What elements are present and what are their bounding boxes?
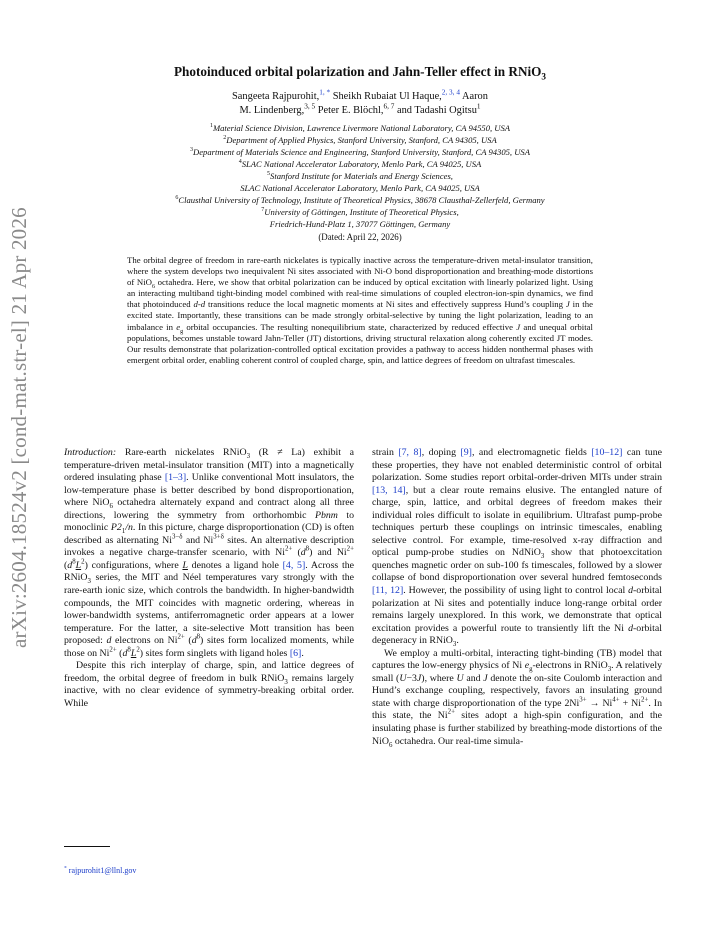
- citation-link[interactable]: [6]: [289, 647, 302, 659]
- body-paragraph: strain [7, 8], doping [9], and electromagnetic fields [10–12] can tune these properties, they have not enabled deterministic control of orbital polarization. Some studies report orbital-order-driven MITs under strain [13, 14], but a clear route remains elusive. The entangled nature of charge, spin, lattice, and orbital degrees of freedom makes their individual roles difficult to isolate in equilibrium. Ultrafast pump-probe techniques perturb these couplings on intrinsic timescales, enabling selective control. For example, time-resolved x-ray diffraction and optical pump-probe studies on NdNiO$_3$ show that photoexcitation quenches magnetic order on sub-100 fs timescales, followed by a slower collapse of bond disproportionation over several hundred femtoseconds [11, 12]. However, the possibility of using light to control local d-orbital polarization at Ni sites and potentially induce long-range orbital order remains largely unexplored. In this work, we demonstrate that optical excitation provides a powerful route to transiently lift the Ni d-orbital degeneracy in RNiO$_3$.: [372, 447, 662, 649]
- arxiv-identifier-stamp: arXiv:2604.18524v2 [cond-mat.str-el] 21 Apr 2026: [7, 207, 31, 648]
- author-name: Peter E. Blöchl,: [315, 105, 384, 116]
- affiliation-number: 5: [267, 171, 271, 178]
- affiliation-text: Material Science Division, Lawrence Livermore National Laboratory, CA 94550, USA: [212, 123, 511, 133]
- affiliation-number: 1: [209, 123, 213, 130]
- affiliation-2: [40, 135, 680, 145]
- title-subscript: 3: [541, 71, 547, 82]
- right-column: [372, 447, 662, 748]
- affiliation-number: 3: [190, 147, 194, 154]
- author-name: Sangeeta Rajpurohit,: [232, 91, 320, 102]
- affiliation-6: [40, 195, 680, 205]
- affiliation-text: Department of Materials Science and Engineering, Stanford University, Stanford, CA 94305, USA: [193, 147, 530, 157]
- author-name: and Tadashi Ogitsu: [394, 105, 477, 116]
- abstract: The orbital degree of freedom in rare-earth nickelates is typically inactive across the temperature-driven metal-insulator transition, where the system develops two inequivalent Ni sites associated with Ni-O bond disproportionation and breathing-mode distortions of NiO$_6$ octahedra. Here, we show that orbital polarization can be induced by optical excitation with linearly polarized light. Using an interacting multiband tight-binding model combined with real-time simulations of coupled electron-ion-spin dynamics, we find that photoinduced d-d transitions reduce the local magnetic moments at Ni sites and effectively suppress Hund’s coupling J in the excited state. Importantly, these transitions can be made strongly orbital-selective by tuning the light polarization, leading to an imbalance in $e_g$ orbital occupancies. The resulting nonequilibrium state, characterized by reduced effective J and unequal orbital populations, becomes unstable toward Jahn-Teller (JT) distortions, driving structural relaxation along coherently excited JT modes. Our results demonstrate that polarization-controlled optical excitation provides a pathway to access hidden nonthermal phases with emergent orbital order, enabling coherent control of coupled charge, spin, and lattice degrees of freedom on ultrafast timescales.: [127, 255, 594, 365]
- author-line-2: [40, 102, 680, 116]
- affiliation-number: 7: [261, 207, 265, 214]
- citation-link[interactable]: [4, 5]: [282, 559, 306, 571]
- author-name: Sheikh Rubaiat Ul Haque,: [330, 91, 442, 102]
- affiliation-7-continued: [40, 219, 680, 229]
- footnote-divider: [64, 846, 110, 847]
- citation-link[interactable]: [1–3]: [164, 472, 187, 484]
- affiliation-text: Clausthal University of Technology, Institute of Theoretical Physics, 38678 Clausthal-Zellerfeld, Germany: [178, 195, 545, 205]
- body-paragraph: We employ a multi-orbital, interacting tight-binding (TB) model that captures the low-energy physics of Ni $e_g$-electrons in RNiO$_3$. A relatively small (U−3J), where U and J denote the on-site Coulomb interaction and Hund’s exchange coupling, respectively, favors an insulating ground state with charge disproportionation of the type $2Ni^{3+} \to Ni^{4+} + Ni^{2+}$. In this state, the $Ni^{2+}$ sites adopt a high-spin configuration, and the insulating phase is further stabilized by breathing-mode distortions of the NiO$_6$ octahedra. Our real-time simula-: [372, 647, 663, 749]
- dated-line: (Dated: April 22, 2026): [318, 232, 402, 242]
- body-paragraph: Despite this rich interplay of charge, spin, and lattice degrees of freedom, the orbital degree of freedom in bulk RNiO$_3$ remains largely inactive, with no clear evidence of symmetry-breaking orbital order. While: [64, 660, 354, 709]
- left-column: [64, 447, 354, 710]
- email-link[interactable]: rajpurohit1@llnl.gov: [68, 866, 137, 875]
- affiliation-text: SLAC National Accelerator Laboratory, Menlo Park, CA 94025, USA: [240, 183, 480, 193]
- citation-link[interactable]: [7, 8]: [398, 447, 422, 458]
- title-text: Photoinduced orbital polarization and Jahn-Teller effect in RNiO: [173, 64, 542, 79]
- affiliation-7: [40, 207, 680, 217]
- author-name: M. Lindenberg,: [239, 105, 305, 116]
- affiliation-5: [40, 171, 680, 181]
- affiliation-mark: 6, 7: [383, 102, 395, 111]
- affiliation-mark: 1: [476, 102, 481, 111]
- affiliation-4: [40, 159, 680, 169]
- affiliation-mark: 3, 5: [304, 102, 316, 111]
- affiliation-text: University of Göttingen, Institute of Theoretical Physics,: [264, 207, 459, 217]
- intro-paragraph: Introduction: Rare-earth nickelates RNiO$_3$ (R ≠ La) exhibit a temperature-driven metal-insulator transition (MIT) into a magnetically ordered insulating phase [1–3]. Unlike conventional Mott insulators, the low-temperature phase is better described by bond disproportionation, where NiO$_6$ octahedra alternately expand and contract along all three directions, lowering the symmetry from orthorhombic Pbnm to monoclinic $P2_1/n$. In this picture, charge disproportionation (CD) is often described as alternating $Ni^{3-\delta}$ and $Ni^{3+\delta}$ sites. An alternative description invokes a negative charge-transfer scenario, with $Ni^{2+}$ $(d^8)$ and $Ni^{2+}$ $(d^8L^2)$ configurations, where L denotes a ligand hole [4, 5]. Across the RNiO$_3$ series, the MIT and Néel temperatures vary strongly with the rare-earth ionic size, which controls the bandwidth. In higher-bandwidth compounds, the MIT coincides with magnetic ordering, whereas in lower-bandwidth systems, antiferromagnetic order appears at a lower temperature. For the latter, a site-selective Mott transition has been proposed: d electrons on $Ni^{2+}$ $(d^8)$ sites form localized moments, while those on $Ni^{2+}$ $(d^8L^2)$ sites form singlets with ligand holes [6].: [64, 447, 355, 659]
- author-line-1: [40, 88, 680, 102]
- affiliation-3: [40, 147, 680, 157]
- footnote: [64, 866, 136, 875]
- affiliation-1: [40, 123, 680, 133]
- citation-link[interactable]: [13, 14]: [372, 484, 406, 496]
- affiliation-text: SLAC National Accelerator Laboratory, Menlo Park, CA 94025, USA: [241, 159, 482, 169]
- affiliation-text: Stanford Institute for Materials and Energy Sciences,: [270, 171, 453, 181]
- author-affiliation-link[interactable]: 2, 3, 4: [441, 88, 460, 97]
- affiliation-text: Friedrich-Hund-Platz 1, 37077 Göttingen, Germany: [269, 219, 451, 229]
- affiliation-number: 6: [175, 195, 179, 202]
- footnote-mark: *: [64, 865, 67, 872]
- affiliation-number: 4: [238, 159, 242, 166]
- affiliation-number: 2: [223, 135, 227, 142]
- affiliation-5-continued: [40, 183, 680, 193]
- author-affiliation-link[interactable]: 1, *: [319, 88, 331, 97]
- paper-title: [90, 64, 630, 80]
- citation-link[interactable]: [11, 12]: [372, 585, 404, 597]
- author-name: Aaron: [459, 91, 488, 102]
- section-heading: Introduction:: [64, 447, 117, 458]
- citation-link[interactable]: [10–12]: [591, 447, 623, 458]
- affiliation-text: Department of Applied Physics, Stanford University, Stanford, CA 94305, USA: [226, 135, 497, 145]
- citation-link[interactable]: [9]: [460, 447, 472, 458]
